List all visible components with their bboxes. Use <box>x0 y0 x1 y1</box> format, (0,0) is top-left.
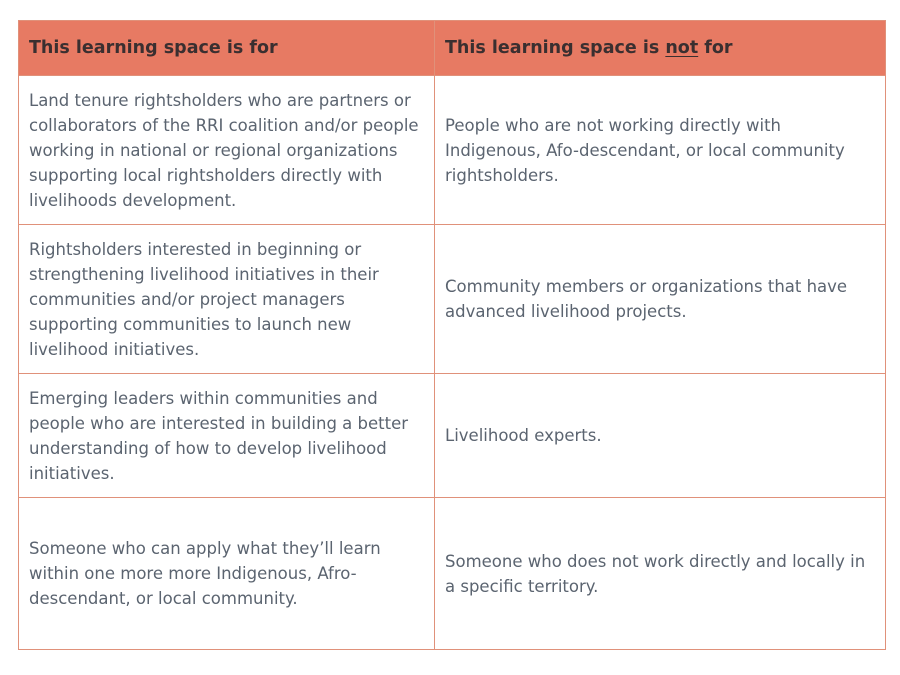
table-row <box>19 498 886 650</box>
cell-for: Land tenure rightsholders who are partners or collaborators of the RRI coalition and/or people working in national or regional organizations supporting local rightsholders directly with livelihoods development. <box>19 76 435 225</box>
table-row <box>19 76 886 225</box>
header-not-for-prefix: This learning space is <box>445 38 666 58</box>
cell-for: Rightsholders interested in beginning or strengthening livelihood initiatives in their communities and/or project managers supporting communities to launch new livelihood initiatives. <box>19 225 435 374</box>
cell-not-for: Someone who does not work directly and locally in a specific territory. <box>435 498 886 650</box>
cell-for: Emerging leaders within communities and people who are interested in building a better understanding of how to develop livelihood initiatives. <box>19 374 435 498</box>
cell-not-for: Community members or organizations that have advanced livelihood projects. <box>435 225 886 374</box>
header-not-for-suffix: for <box>698 38 733 58</box>
table-body <box>19 76 886 650</box>
table-row <box>19 374 886 498</box>
table-row <box>19 225 886 374</box>
header-for: This learning space is for <box>19 21 435 76</box>
cell-for: Someone who can apply what they’ll learn within one more more Indigenous, Afro-descendant, or local community. <box>19 498 435 650</box>
header-not-for <box>435 21 886 76</box>
header-row <box>19 21 886 76</box>
table-header <box>19 21 886 76</box>
cell-not-for: People who are not working directly with Indigenous, Afo-descendant, or local community rightsholders. <box>435 76 886 225</box>
header-not-for-emphasis: not <box>665 38 699 58</box>
audience-table <box>18 20 886 650</box>
cell-not-for: Livelihood experts. <box>435 374 886 498</box>
